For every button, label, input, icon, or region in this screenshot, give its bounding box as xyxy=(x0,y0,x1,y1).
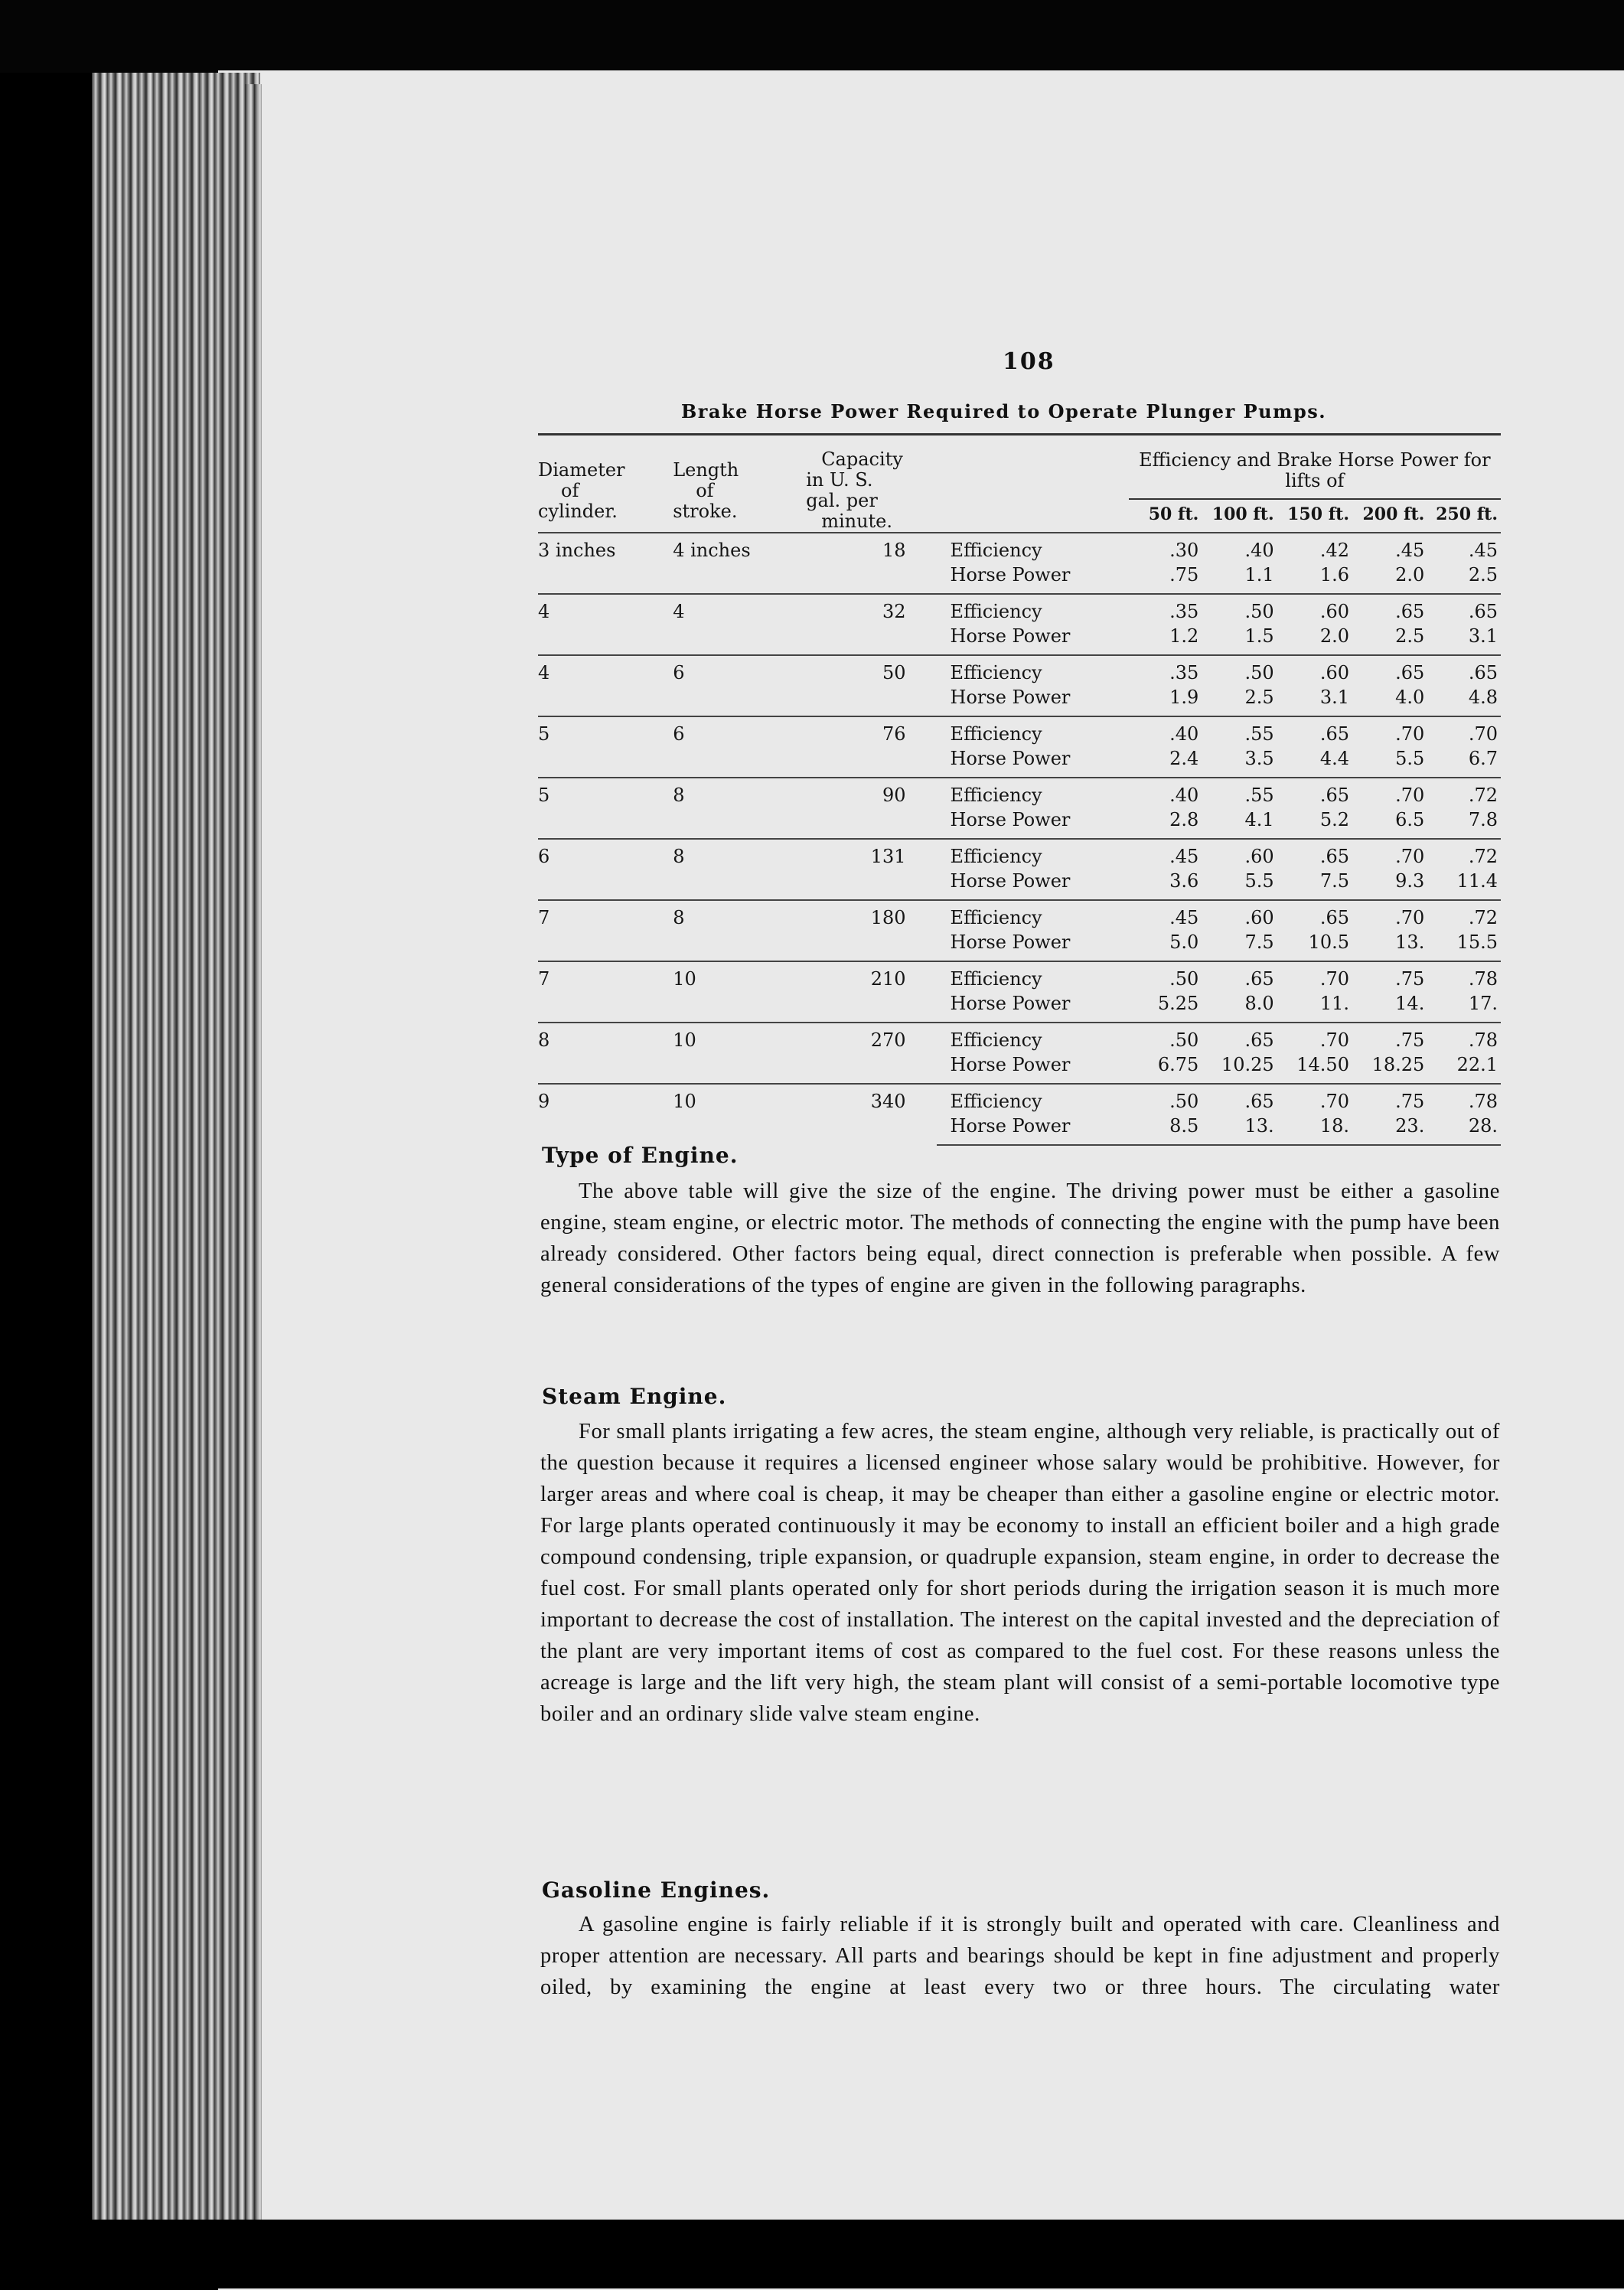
cell-efficiency: .70 xyxy=(1427,716,1501,746)
cell-efficiency: .42 xyxy=(1277,533,1352,563)
cell-efficiency: .78 xyxy=(1427,1084,1501,1114)
table-row xyxy=(538,961,1501,991)
cell-horse-power: 3.6 xyxy=(1169,870,1199,892)
cell-length: 8 xyxy=(673,839,806,900)
scan-top-border xyxy=(0,0,1624,73)
header-efficiency-group: Efficiency and Brake Horse Power for lifts of xyxy=(1129,435,1501,499)
cell-efficiency: .65 xyxy=(1277,839,1352,869)
cell-capacity: 76 xyxy=(806,716,936,778)
table-row xyxy=(538,716,1501,746)
cell-efficiency: .70 xyxy=(1352,900,1427,930)
cell-efficiency: .70 xyxy=(1352,839,1427,869)
cell-horse-power: 9.3 xyxy=(1395,870,1425,892)
header-lift: 250 ft. xyxy=(1427,499,1501,533)
cell-horse-power: 18. xyxy=(1277,1114,1352,1145)
cell-horse-power: 5.25 xyxy=(1157,993,1199,1014)
cell-efficiency: .72 xyxy=(1427,900,1501,930)
cell-efficiency: .60 xyxy=(1202,839,1277,869)
cell-horse-power: 6.75 xyxy=(1157,1054,1199,1075)
cell-horse-power: 11. xyxy=(1319,993,1349,1014)
cell-efficiency: .60 xyxy=(1202,900,1277,930)
cell-capacity: 18 xyxy=(806,533,936,594)
cell-length: 6 xyxy=(673,655,806,716)
cell-label-horse-power: Horse Power xyxy=(950,748,1071,769)
cell-horse-power: 2.8 xyxy=(1169,809,1199,830)
cell-efficiency: .65 xyxy=(1277,716,1352,746)
header-diameter-line: cylinder. xyxy=(538,500,618,522)
cell-horse-power: 5.0 xyxy=(1169,931,1199,953)
cell-label-horse-power: Horse Power xyxy=(950,564,1071,586)
cell-horse-power: 4.8 xyxy=(1468,687,1498,708)
header-length-line: stroke. xyxy=(673,500,738,522)
cell-label-efficiency: Efficiency xyxy=(937,533,1129,563)
cell-horse-power: 3.5 xyxy=(1244,748,1274,769)
cell-horse-power: 6.5 xyxy=(1395,809,1425,830)
header-capacity-line: gal. per xyxy=(806,490,878,511)
cell-diameter: 7 xyxy=(538,961,673,1023)
header-diameter xyxy=(538,435,673,533)
cell-horse-power: 3.1 xyxy=(1468,625,1498,647)
cell-horse-power: 7.5 xyxy=(1244,931,1274,953)
cell-capacity: 270 xyxy=(806,1023,936,1084)
cell-horse-power: .75 xyxy=(1169,564,1199,586)
header-length-line: Length xyxy=(673,458,739,481)
cell-efficiency: .65 xyxy=(1277,900,1352,930)
cell-diameter: 5 xyxy=(538,778,673,839)
cell-diameter: 8 xyxy=(538,1023,673,1084)
cell-horse-power: 11.4 xyxy=(1456,870,1498,892)
header-length-line: of xyxy=(696,479,714,501)
cell-capacity: 340 xyxy=(806,1084,936,1145)
cell-diameter: 6 xyxy=(538,839,673,900)
cell-horse-power: 7.5 xyxy=(1319,870,1349,892)
cell-horse-power: 5.5 xyxy=(1244,870,1274,892)
cell-label-horse-power: Horse Power xyxy=(950,993,1071,1014)
header-lift: 150 ft. xyxy=(1277,499,1352,533)
plunger-pump-table xyxy=(538,433,1501,1146)
header-lift: 100 ft. xyxy=(1202,499,1277,533)
cell-length: 4 inches xyxy=(673,533,806,594)
cell-label-efficiency: Efficiency xyxy=(937,1084,1129,1114)
cell-efficiency: .70 xyxy=(1277,1023,1352,1052)
cell-efficiency: .70 xyxy=(1277,1084,1352,1114)
cell-horse-power: 8.0 xyxy=(1244,993,1274,1014)
cell-horse-power: 1.5 xyxy=(1244,625,1274,647)
paragraph-text: The above table will give the size of the engine. The driving power must be either a gasoline engine, steam engine, or electric motor. The methods of connecting the engine with the pump have been already considered. Other factors being equal, direct connection is preferable when possible. A few general considerations of the types of engine are given in the following paragraphs. xyxy=(540,1179,1500,1297)
cell-label-efficiency: Efficiency xyxy=(937,716,1129,746)
cell-label-efficiency: Efficiency xyxy=(937,655,1129,685)
cell-efficiency: .35 xyxy=(1129,594,1202,624)
book-spine-edge xyxy=(92,73,260,2231)
cell-horse-power: 2.5 xyxy=(1468,564,1498,586)
cell-efficiency: .75 xyxy=(1352,1023,1427,1052)
cell-horse-power: 8.5 xyxy=(1129,1114,1202,1145)
cell-efficiency: .70 xyxy=(1277,961,1352,991)
cell-efficiency: .40 xyxy=(1129,716,1202,746)
header-lift: 50 ft. xyxy=(1129,499,1202,533)
cell-horse-power: 18.25 xyxy=(1371,1054,1425,1075)
cell-horse-power: 2.0 xyxy=(1395,564,1425,586)
cell-horse-power: 13. xyxy=(1202,1114,1277,1145)
paragraph-text: A gasoline engine is fairly reliable if it is strongly built and operated with care. Cleanliness and proper attention are necessary. All parts and bearings should be kept in fine adjustment and properly oiled, by examining the engine at least every two or three hours. The circulating water xyxy=(540,1913,1500,1999)
scan-bottom-border xyxy=(0,2220,1624,2288)
cell-capacity: 180 xyxy=(806,900,936,961)
cell-efficiency: .45 xyxy=(1352,533,1427,563)
cell-horse-power: 17. xyxy=(1468,993,1498,1014)
cell-diameter: 7 xyxy=(538,900,673,961)
paragraph-text: For small plants irrigating a few acres, the steam engine, although very reliable, is practically out of the question because it requires a licensed engineer whose salary would be prohibitive. However, for larger areas and where coal is cheap, it may be cheaper than either a gasoline engine or electric motor. For large plants operated continuously it may be economy to install an efficient boiler and a high grade compound condensing, triple expansion, or quadruple expansion, steam engine, in order to decrease the fuel cost. For small plants operated only for short periods during the irrigation season it is much more important to decrease the cost of installation. The interest on the capital invested and the depreciation of the plant are very important items of cost as compared to the fuel cost. For these reasons unless the acreage is large and the lift very high, the steam plant will consist of a semi-portable locomotive type boiler and an ordinary slide valve steam engine. xyxy=(540,1420,1500,1726)
header-capacity-line: minute. xyxy=(821,511,893,532)
cell-label-horse-power: Horse Power xyxy=(950,931,1071,953)
cell-efficiency: .50 xyxy=(1129,961,1202,991)
heading-type-of-engine: Type of Engine. xyxy=(542,1143,739,1168)
cell-horse-power: 1.6 xyxy=(1319,564,1349,586)
paragraph-type-of-engine xyxy=(540,1176,1500,1301)
table-row xyxy=(538,594,1501,624)
cell-horse-power: 6.7 xyxy=(1468,748,1498,769)
cell-diameter: 4 xyxy=(538,594,673,655)
cell-capacity: 90 xyxy=(806,778,936,839)
cell-capacity: 131 xyxy=(806,839,936,900)
heading-gasoline-engines: Gasoline Engines. xyxy=(542,1877,771,1903)
cell-efficiency: .55 xyxy=(1202,716,1277,746)
table-row xyxy=(538,533,1501,563)
cell-diameter: 4 xyxy=(538,655,673,716)
cell-label-horse-power: Horse Power xyxy=(950,870,1071,892)
table-title: Brake Horse Power Required to Operate Plunger Pumps. xyxy=(681,400,1327,422)
cell-horse-power: 23. xyxy=(1352,1114,1427,1145)
cell-label-efficiency: Efficiency xyxy=(937,839,1129,869)
cell-horse-power: 14. xyxy=(1395,993,1425,1014)
header-length xyxy=(673,435,806,533)
paragraph-steam-engine xyxy=(540,1416,1500,1730)
cell-label-efficiency: Efficiency xyxy=(937,900,1129,930)
header-capacity-line: in U. S. xyxy=(806,469,873,491)
cell-length: 10 xyxy=(673,961,806,1023)
cell-horse-power: 22.1 xyxy=(1456,1054,1498,1075)
cell-horse-power: 3.1 xyxy=(1319,687,1349,708)
cell-efficiency: .78 xyxy=(1427,961,1501,991)
cell-efficiency: .60 xyxy=(1277,655,1352,685)
cell-horse-power: 2.4 xyxy=(1169,748,1199,769)
cell-efficiency: .50 xyxy=(1202,655,1277,685)
table-row xyxy=(538,839,1501,869)
cell-efficiency: .65 xyxy=(1352,655,1427,685)
cell-label-efficiency: Efficiency xyxy=(937,961,1129,991)
cell-label-horse-power: Horse Power xyxy=(950,1054,1071,1075)
cell-efficiency: .75 xyxy=(1352,1084,1427,1114)
cell-efficiency: .45 xyxy=(1427,533,1501,563)
header-capacity-line: Capacity xyxy=(821,449,903,470)
page-edge-stack xyxy=(245,84,262,2227)
cell-horse-power: 5.2 xyxy=(1319,809,1349,830)
cell-efficiency: .30 xyxy=(1129,533,1202,563)
cell-efficiency: .72 xyxy=(1427,778,1501,807)
cell-horse-power: 1.9 xyxy=(1169,687,1199,708)
cell-efficiency: .78 xyxy=(1427,1023,1501,1052)
cell-horse-power: 10.5 xyxy=(1308,931,1349,953)
cell-horse-power: 4.0 xyxy=(1395,687,1425,708)
cell-diameter: 9 xyxy=(538,1084,673,1145)
cell-horse-power: 10.25 xyxy=(1221,1054,1274,1075)
cell-horse-power: 13. xyxy=(1395,931,1425,953)
cell-horse-power: 5.5 xyxy=(1395,748,1425,769)
cell-capacity: 50 xyxy=(806,655,936,716)
cell-efficiency: .65 xyxy=(1427,655,1501,685)
cell-horse-power: 1.2 xyxy=(1169,625,1199,647)
cell-label-horse-power: Horse Power xyxy=(950,687,1071,708)
cell-efficiency: .75 xyxy=(1352,961,1427,991)
heading-steam-engine: Steam Engine. xyxy=(542,1384,727,1409)
cell-efficiency: .50 xyxy=(1129,1084,1202,1114)
cell-horse-power: 7.8 xyxy=(1468,809,1498,830)
cell-efficiency: .50 xyxy=(1202,594,1277,624)
cell-efficiency: .65 xyxy=(1277,778,1352,807)
cell-efficiency: .65 xyxy=(1202,1023,1277,1052)
paragraph-gasoline-engines xyxy=(540,1909,1500,2003)
cell-label-horse-power: Horse Power xyxy=(950,809,1071,830)
header-diameter-line: Diameter xyxy=(538,458,625,481)
cell-length: 8 xyxy=(673,900,806,961)
cell-capacity: 32 xyxy=(806,594,936,655)
header-capacity xyxy=(806,435,936,533)
cell-length: 8 xyxy=(673,778,806,839)
cell-horse-power: 2.5 xyxy=(1395,625,1425,647)
cell-efficiency: .40 xyxy=(1202,533,1277,563)
cell-label-horse-power: Horse Power xyxy=(950,625,1071,647)
cell-efficiency: .50 xyxy=(1129,1023,1202,1052)
cell-horse-power: 2.0 xyxy=(1319,625,1349,647)
cell-horse-power: 4.4 xyxy=(1319,748,1349,769)
cell-efficiency: .72 xyxy=(1427,839,1501,869)
cell-capacity: 210 xyxy=(806,961,936,1023)
cell-length: 4 xyxy=(673,594,806,655)
cell-efficiency: .45 xyxy=(1129,839,1202,869)
cell-diameter: 5 xyxy=(538,716,673,778)
cell-horse-power: 14.50 xyxy=(1296,1054,1349,1075)
cell-efficiency: .45 xyxy=(1129,900,1202,930)
cell-efficiency: .65 xyxy=(1352,594,1427,624)
cell-label-horse-power: Horse Power xyxy=(937,1114,1129,1145)
cell-label-efficiency: Efficiency xyxy=(937,594,1129,624)
cell-horse-power: 28. xyxy=(1427,1114,1501,1145)
cell-label-efficiency: Efficiency xyxy=(937,778,1129,807)
cell-efficiency: .65 xyxy=(1202,961,1277,991)
cell-length: 10 xyxy=(673,1084,806,1145)
cell-efficiency: .40 xyxy=(1129,778,1202,807)
cell-efficiency: .70 xyxy=(1352,716,1427,746)
cell-length: 10 xyxy=(673,1023,806,1084)
header-lift: 200 ft. xyxy=(1352,499,1427,533)
table-row xyxy=(538,1023,1501,1052)
cell-horse-power: 1.1 xyxy=(1244,564,1274,586)
cell-efficiency: .65 xyxy=(1202,1084,1277,1114)
cell-efficiency: .35 xyxy=(1129,655,1202,685)
table-row xyxy=(538,655,1501,685)
cell-efficiency: .70 xyxy=(1352,778,1427,807)
cell-horse-power: 4.1 xyxy=(1244,809,1274,830)
cell-horse-power: 2.5 xyxy=(1244,687,1274,708)
table-row xyxy=(538,900,1501,930)
cell-label-efficiency: Efficiency xyxy=(937,1023,1129,1052)
table-row xyxy=(538,778,1501,807)
header-blank xyxy=(937,435,1129,533)
cell-efficiency: .55 xyxy=(1202,778,1277,807)
cell-horse-power: 15.5 xyxy=(1456,931,1498,953)
cell-efficiency: .65 xyxy=(1427,594,1501,624)
cell-length: 6 xyxy=(673,716,806,778)
header-diameter-line: of xyxy=(561,479,579,501)
cell-diameter: 3 inches xyxy=(538,533,673,594)
cell-efficiency: .60 xyxy=(1277,594,1352,624)
page-number: 108 xyxy=(1003,348,1055,375)
table-row xyxy=(538,1084,1501,1114)
